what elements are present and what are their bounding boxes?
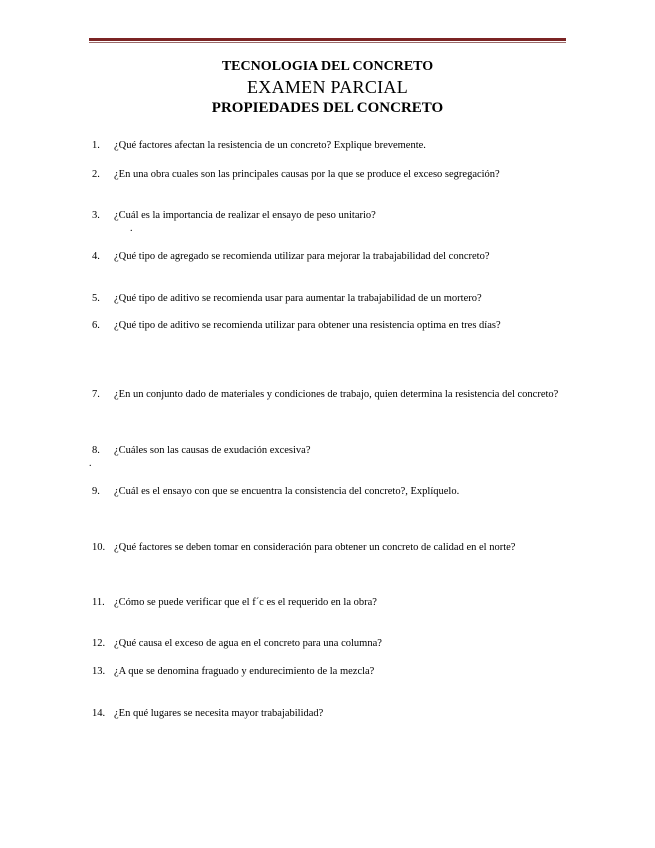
- question-item: [92, 139, 564, 153]
- question-number: 6.: [92, 320, 100, 331]
- question-text: ¿Cómo se puede verificar que el f´c es el requerido en la obra?: [114, 597, 377, 608]
- question-text: ¿Cuáles son las causas de exudación excesiva?: [114, 445, 311, 456]
- question-item: [92, 250, 564, 264]
- exam-header: [89, 58, 566, 118]
- question-item: [92, 637, 564, 651]
- question-item: [92, 168, 564, 182]
- question-number: 1.: [92, 140, 100, 151]
- question-number: 5.: [92, 293, 100, 304]
- question-text: ¿A que se denomina fraguado y endurecimiento de la mezcla?: [114, 666, 375, 677]
- exam-topic: PROPIEDADES DEL CONCRETO: [211, 100, 444, 116]
- question-text: ¿Qué tipo de aditivo se recomienda utilizar para obtener una resistencia optima en tres días?: [114, 320, 501, 331]
- question-text: ¿Qué tipo de aditivo se recomienda usar para aumentar la trabajabilidad de un mortero?: [114, 293, 482, 304]
- stray-mark: .: [89, 458, 92, 469]
- question-number: 8.: [92, 445, 100, 456]
- question-item: [92, 388, 564, 402]
- question-number: 11.: [92, 597, 105, 608]
- question-item: [92, 444, 564, 458]
- question-item: [92, 485, 564, 499]
- question-item: [92, 541, 564, 555]
- question-text: ¿Qué factores se deben tomar en consideración para obtener un concreto de calidad en el norte?: [114, 542, 516, 553]
- question-text: ¿Qué factores afectan la resistencia de un concreto? Explique brevemente.: [114, 140, 426, 151]
- question-text: ¿Qué tipo de agregado se recomienda utilizar para mejorar la trabajabilidad del concreto?: [114, 251, 490, 262]
- question-item: [92, 292, 564, 306]
- question-number: 9.: [92, 486, 100, 497]
- question-number: 2.: [92, 169, 100, 180]
- question-text: ¿Cuál es el ensayo con que se encuentra la consistencia del concreto?, Explíquelo.: [114, 486, 460, 497]
- question-item: [92, 319, 564, 333]
- question-number: 14.: [92, 708, 106, 719]
- course-title: TECNOLOGIA DEL CONCRETO: [221, 59, 434, 74]
- question-number: 7.: [92, 389, 100, 400]
- question-text: ¿Cuál es la importancia de realizar el ensayo de peso unitario?: [114, 210, 376, 221]
- question-item: [92, 596, 564, 610]
- question-text: ¿Qué causa el exceso de agua en el concreto para una columna?: [114, 638, 382, 649]
- header-rule-thin: [89, 42, 566, 43]
- stray-mark: .: [130, 223, 133, 234]
- question-item: [92, 707, 564, 721]
- question-number: 13.: [92, 666, 106, 677]
- question-text: ¿En qué lugares se necesita mayor trabajabilidad?: [114, 708, 324, 719]
- question-number: 12.: [92, 638, 106, 649]
- header-rule: [89, 38, 566, 41]
- question-number: 10.: [92, 542, 106, 553]
- exam-title: EXAMEN PARCIAL: [246, 77, 409, 97]
- question-item: [92, 665, 564, 679]
- question-item: [92, 209, 564, 223]
- question-text: ¿En un conjunto dado de materiales y condiciones de trabajo, quien determina la resistencia del concreto?: [114, 389, 559, 400]
- question-number: 4.: [92, 251, 100, 262]
- question-number: 3.: [92, 210, 100, 221]
- question-text: ¿En una obra cuales son las principales causas por la que se produce el exceso segregación?: [114, 169, 500, 180]
